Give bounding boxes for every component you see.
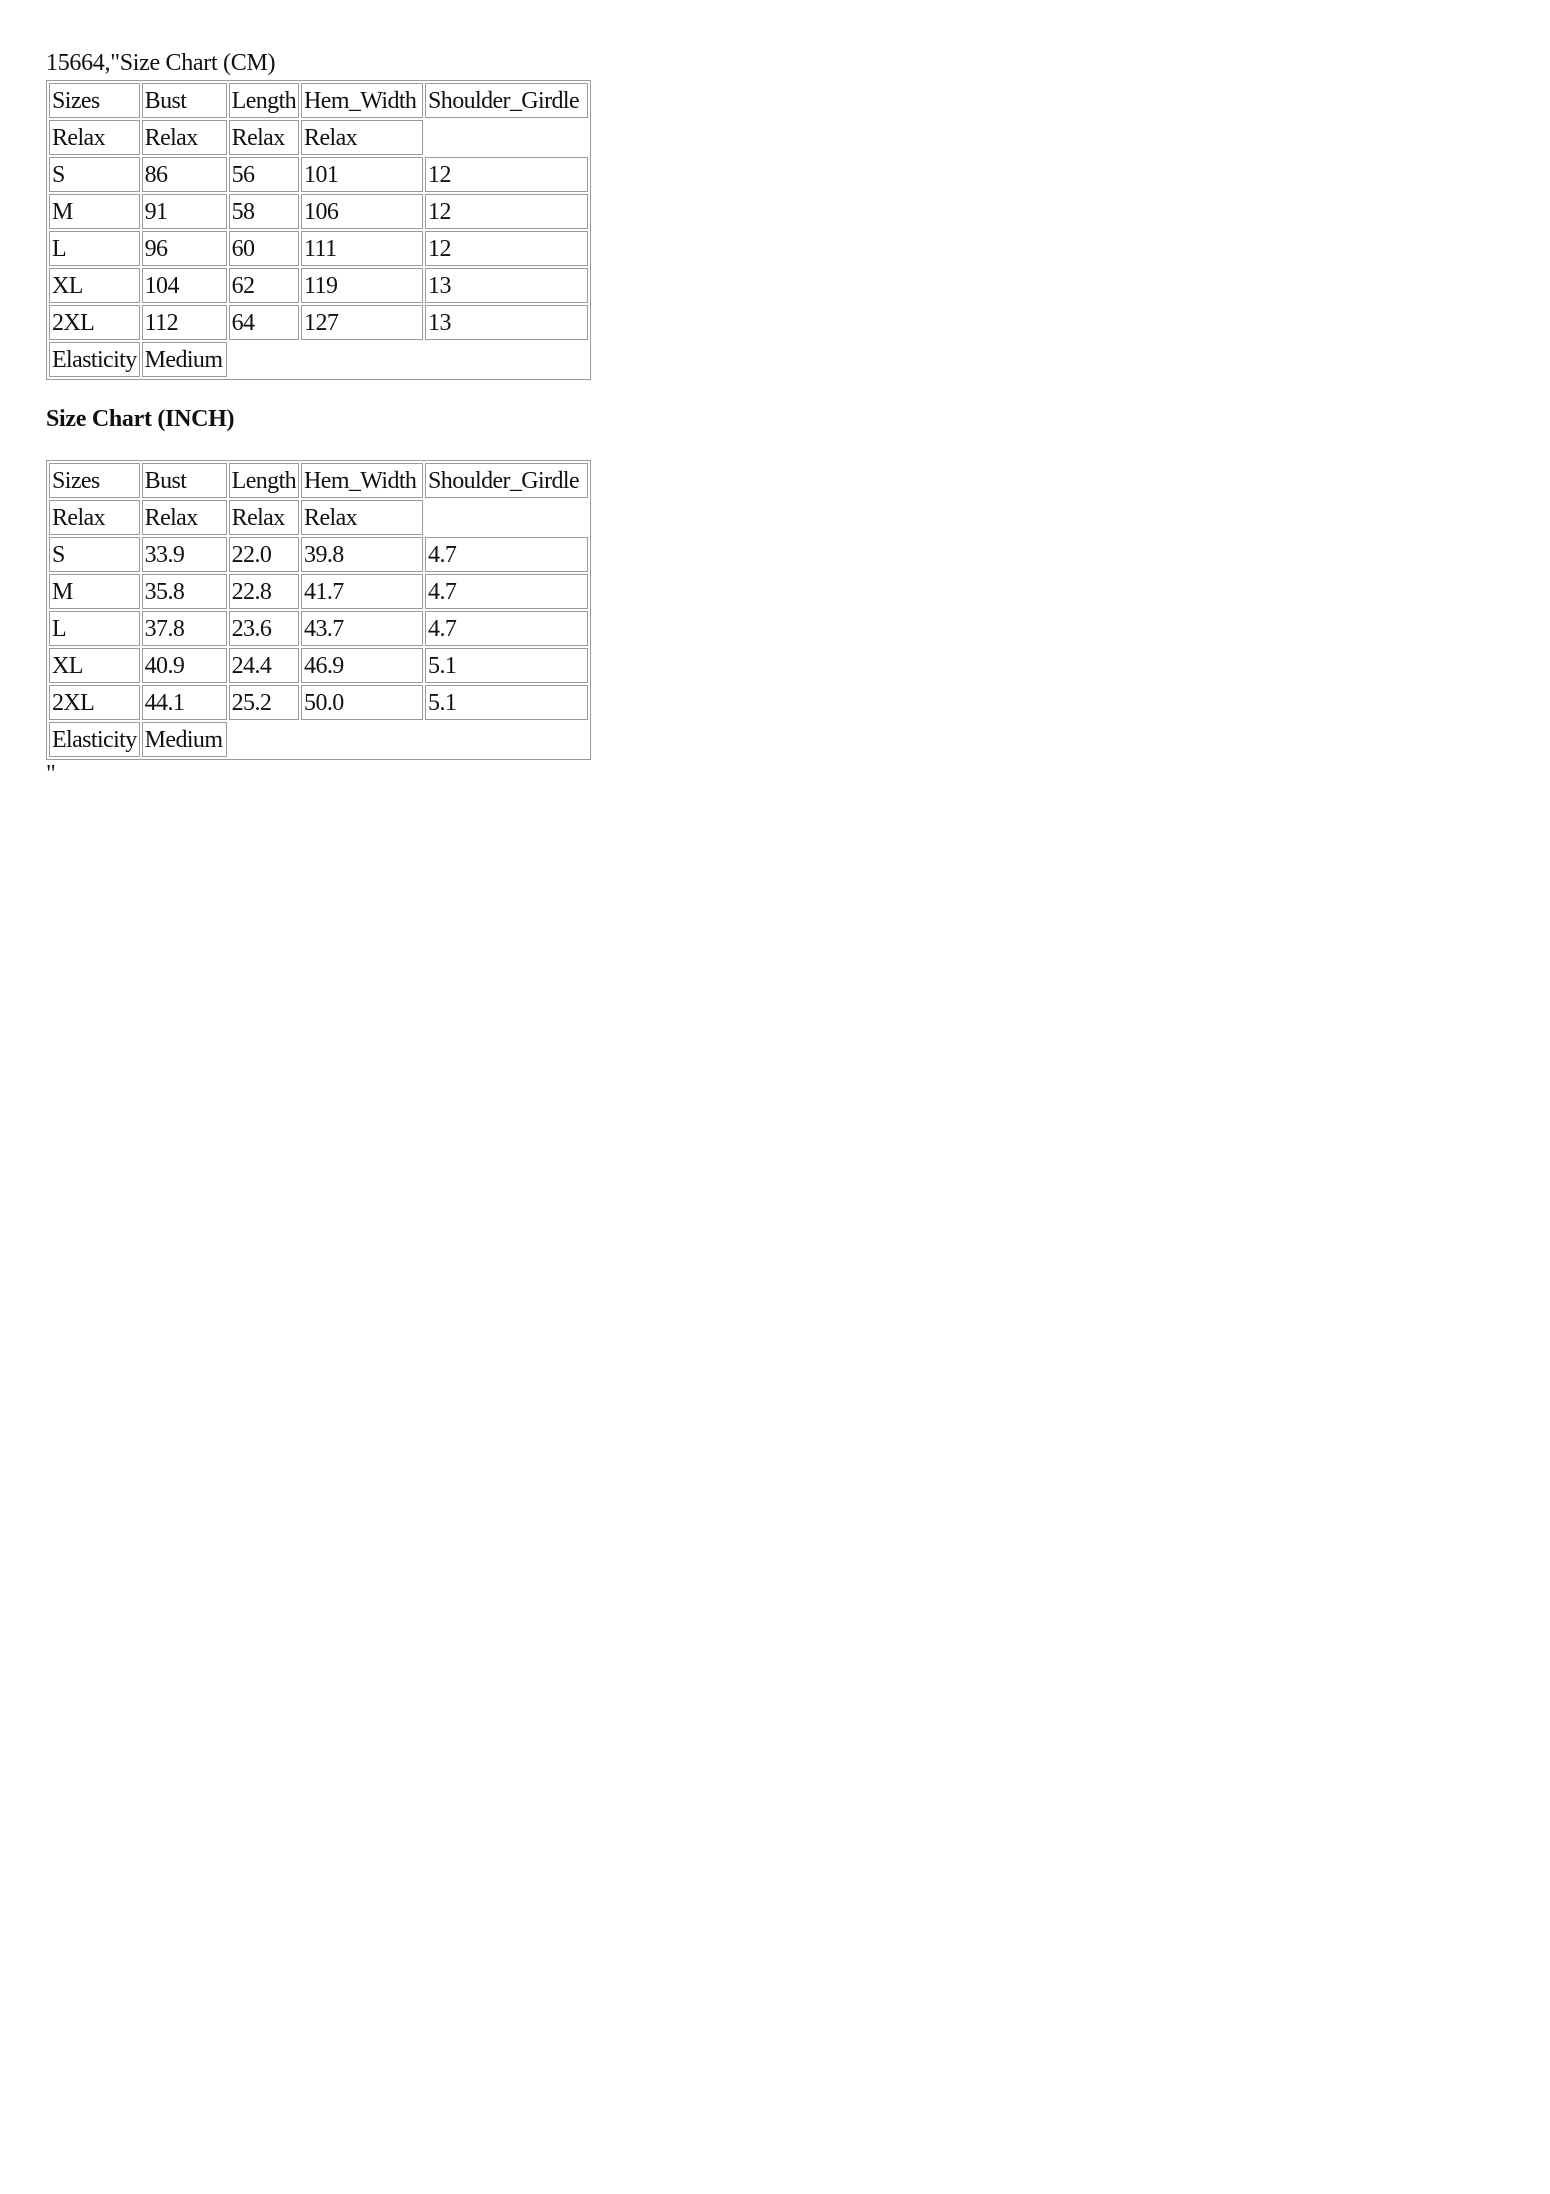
table-row: [49, 611, 588, 646]
value-cell: 35.8: [142, 574, 227, 609]
value-cell: 86: [142, 157, 227, 192]
fit-cell: Relax: [229, 120, 299, 155]
header-cell-length: Length: [229, 463, 299, 498]
value-cell: 119: [301, 268, 423, 303]
size-cell: S: [49, 537, 140, 572]
empty-cell: [425, 722, 588, 757]
size-cell: L: [49, 231, 140, 266]
value-cell: 41.7: [301, 574, 423, 609]
closing-quote: ": [46, 761, 56, 787]
value-cell: 106: [301, 194, 423, 229]
empty-cell: [425, 500, 588, 535]
value-cell: 12: [425, 157, 588, 192]
header-cell-shoulder-girdle: Shoulder_Girdle: [425, 83, 588, 118]
table-row: [49, 194, 588, 229]
value-cell: 5.1: [425, 685, 588, 720]
header-cell-sizes: Sizes: [49, 463, 140, 498]
value-cell: 4.7: [425, 537, 588, 572]
value-cell: 56: [229, 157, 299, 192]
table-row: [49, 574, 588, 609]
size-cell: XL: [49, 268, 140, 303]
value-cell: 127: [301, 305, 423, 340]
value-cell: 37.8: [142, 611, 227, 646]
size-cell: 2XL: [49, 685, 140, 720]
table-row: [49, 231, 588, 266]
table-row: [49, 537, 588, 572]
elasticity-row: [49, 722, 588, 757]
value-cell: 39.8: [301, 537, 423, 572]
fit-cell: Relax: [49, 120, 140, 155]
table-row: [49, 157, 588, 192]
intro-line: 15664,"Size Chart (CM): [46, 50, 276, 76]
fit-row: [49, 500, 588, 535]
inch-section-heading: Size Chart (INCH): [46, 406, 235, 432]
elasticity-label-cell: Elasticity: [49, 722, 140, 757]
empty-cell: [425, 120, 588, 155]
size-cell: L: [49, 611, 140, 646]
fit-cell: Relax: [301, 120, 423, 155]
value-cell: 4.7: [425, 574, 588, 609]
value-cell: 33.9: [142, 537, 227, 572]
header-cell-hem-width: Hem_Width: [301, 83, 423, 118]
header-row: [49, 83, 588, 118]
value-cell: 24.4: [229, 648, 299, 683]
value-cell: 13: [425, 305, 588, 340]
elasticity-label-cell: Elasticity: [49, 342, 140, 377]
value-cell: 64: [229, 305, 299, 340]
value-cell: 58: [229, 194, 299, 229]
elasticity-row: [49, 342, 588, 377]
table-row: [49, 648, 588, 683]
size-chart-inch-table: [46, 460, 591, 760]
value-cell: 5.1: [425, 648, 588, 683]
value-cell: 60: [229, 231, 299, 266]
header-cell-sizes: Sizes: [49, 83, 140, 118]
fit-cell: Relax: [142, 120, 227, 155]
header-cell-hem-width: Hem_Width: [301, 463, 423, 498]
elasticity-value-cell: Medium: [142, 722, 227, 757]
value-cell: 4.7: [425, 611, 588, 646]
value-cell: 96: [142, 231, 227, 266]
fit-cell: Relax: [229, 500, 299, 535]
size-cell: M: [49, 194, 140, 229]
value-cell: 23.6: [229, 611, 299, 646]
value-cell: 43.7: [301, 611, 423, 646]
value-cell: 12: [425, 194, 588, 229]
empty-cell: [301, 342, 423, 377]
header-cell-bust: Bust: [142, 463, 227, 498]
fit-cell: Relax: [301, 500, 423, 535]
fit-cell: Relax: [49, 500, 140, 535]
value-cell: 101: [301, 157, 423, 192]
value-cell: 111: [301, 231, 423, 266]
value-cell: 46.9: [301, 648, 423, 683]
fit-cell: Relax: [142, 500, 227, 535]
fit-row: [49, 120, 588, 155]
document-page: [46, 46, 591, 788]
empty-cell: [425, 342, 588, 377]
value-cell: 104: [142, 268, 227, 303]
header-cell-length: Length: [229, 83, 299, 118]
table-row: [49, 685, 588, 720]
header-row: [49, 463, 588, 498]
empty-cell: [229, 342, 299, 377]
value-cell: 62: [229, 268, 299, 303]
value-cell: 12: [425, 231, 588, 266]
value-cell: 44.1: [142, 685, 227, 720]
value-cell: 91: [142, 194, 227, 229]
value-cell: 22.0: [229, 537, 299, 572]
empty-cell: [301, 722, 423, 757]
header-cell-shoulder-girdle: Shoulder_Girdle: [425, 463, 588, 498]
value-cell: 22.8: [229, 574, 299, 609]
size-cell: S: [49, 157, 140, 192]
empty-cell: [229, 722, 299, 757]
elasticity-value-cell: Medium: [142, 342, 227, 377]
table-row: [49, 305, 588, 340]
value-cell: 112: [142, 305, 227, 340]
header-cell-bust: Bust: [142, 83, 227, 118]
value-cell: 13: [425, 268, 588, 303]
size-cell: XL: [49, 648, 140, 683]
value-cell: 50.0: [301, 685, 423, 720]
value-cell: 25.2: [229, 685, 299, 720]
size-cell: 2XL: [49, 305, 140, 340]
size-cell: M: [49, 574, 140, 609]
table-row: [49, 268, 588, 303]
size-chart-cm-table: [46, 80, 591, 380]
value-cell: 40.9: [142, 648, 227, 683]
